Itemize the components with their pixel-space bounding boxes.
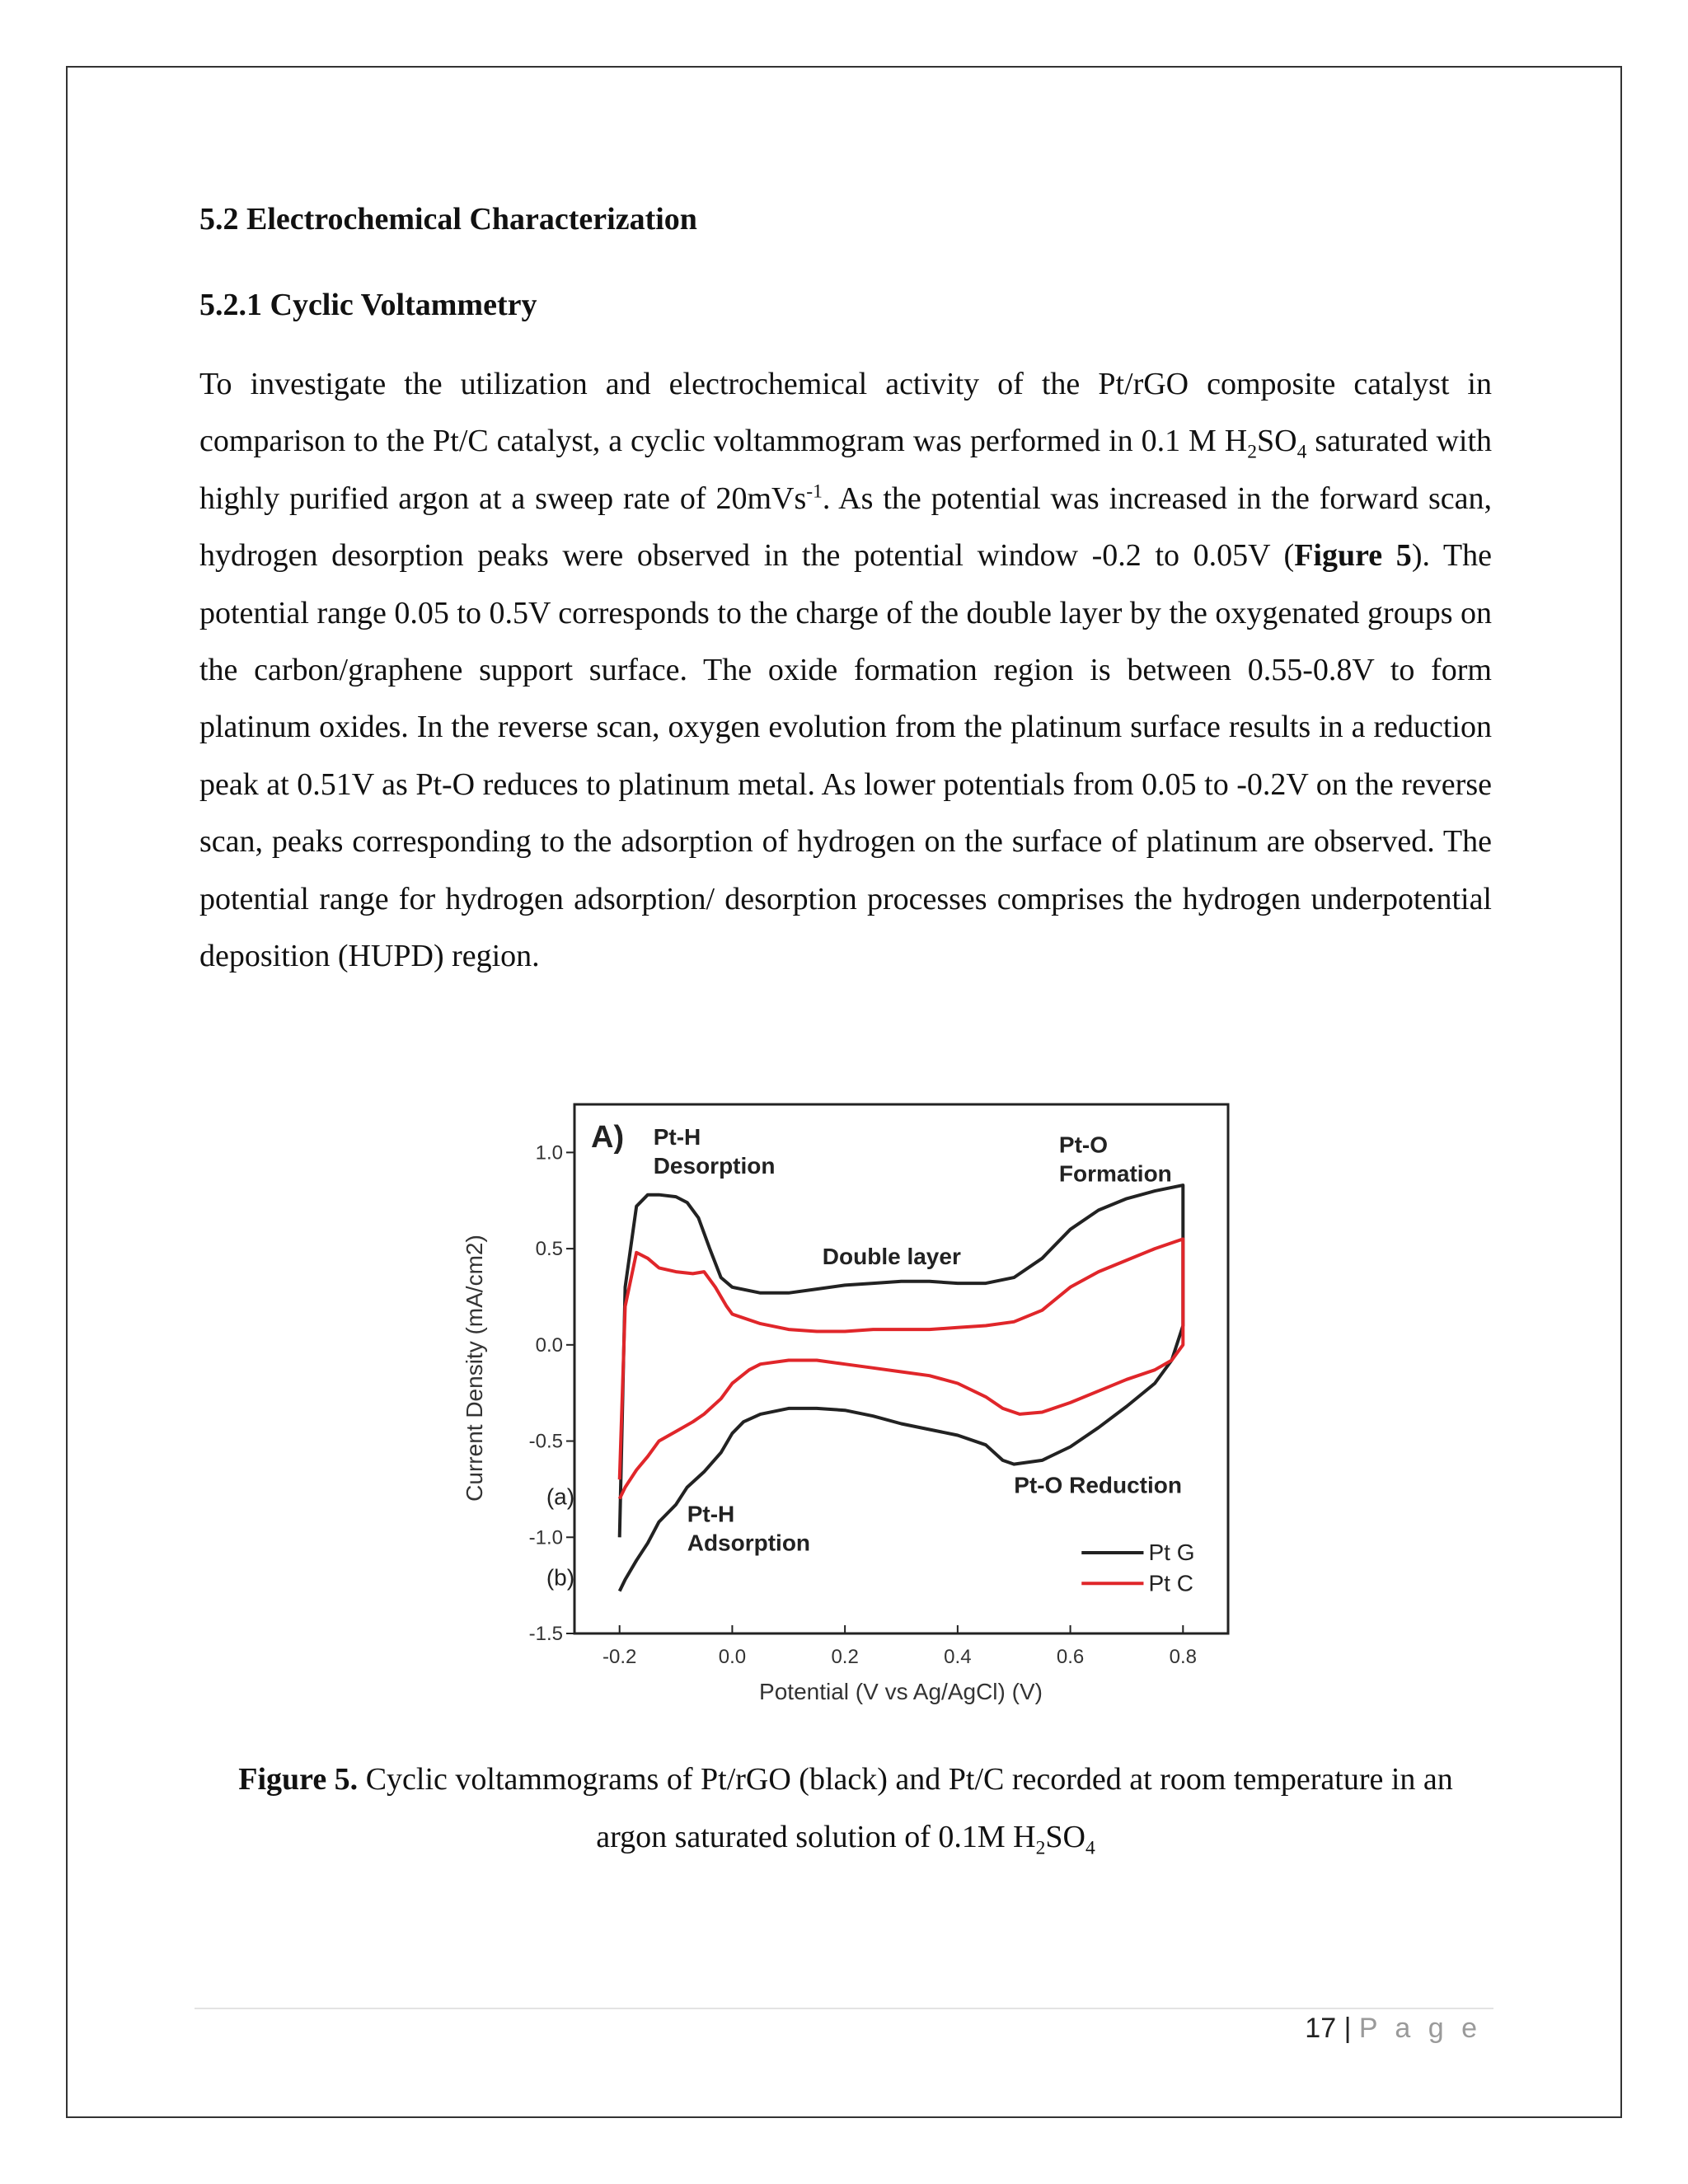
footer-divider [195, 2008, 1493, 2009]
chart-annotation: Pt-O Reduction [1014, 1472, 1182, 1498]
y-axis-label: Current Density (mA/cm2) [462, 1235, 487, 1502]
cyclic-voltammogram-figure [449, 1071, 1282, 1710]
panel-label: A) [591, 1120, 625, 1155]
y-tick-label: -0.5 [528, 1430, 563, 1453]
x-tick-label: 0.4 [944, 1646, 972, 1668]
y-tick-label: 0.5 [535, 1238, 563, 1261]
chart-annotation: Desorption [653, 1153, 776, 1179]
chart-annotation: Formation [1058, 1160, 1172, 1187]
page-footer [1305, 2013, 1482, 2045]
chart-annotation: Pt-H [653, 1124, 701, 1151]
chart-annotation: Double layer [822, 1243, 961, 1269]
y-tick-label: 1.0 [535, 1141, 563, 1165]
x-tick-label: 0.0 [718, 1646, 747, 1668]
chart-annotation: Pt-H [687, 1501, 735, 1527]
footer-separator: | [1343, 2013, 1352, 2044]
subsection-heading: 5.2.1 Cyclic Voltammetry [199, 288, 537, 322]
y-tick-label: -1.0 [528, 1526, 563, 1549]
figure-caption: Figure 5. Cyclic voltammograms of Pt/rGO (black) and Pt/C recorded at room temperature in an argon saturated solution of 0.1M $H_2SO_4$ [238, 1762, 1453, 1859]
x-tick-label: 0.6 [1056, 1646, 1085, 1668]
x-tick-label: -0.2 [603, 1646, 637, 1668]
figure-reference: Figure 5 [1294, 538, 1412, 574]
x-tick-label: 0.8 [1169, 1646, 1197, 1668]
cv-chart [449, 1071, 1282, 1710]
chart-annotation: (a) [546, 1483, 575, 1510]
x-axis-label: Potential (V vs Ag/AgCl) (V) [759, 1679, 1043, 1704]
body-paragraph: To investigate the utilization and electrochemical activity of the Pt/rGO composite catalyst in comparison to the Pt/C catalyst, a cyclic voltammogram was performed in 0.1 M $H_2SO_4$ saturated with highly purified argon at a sweep rate of 20mVs$^{-1}$. As the potential was increased in the forward scan, hydrogen desorption peaks were observed in the potential window -0.2 to 0.05V (Figure 5). The potential range 0.05 to 0.5V corresponds to the charge of the double layer by the oxygenated groups on the carbon/graphene support surface. The oxide formation region is between 0.55-0.8V to form platinum oxides. In the reverse scan, oxygen evolution from the platinum surface results in a reduction peak at 0.51V as Pt-O reduces to platinum metal. As lower potentials from 0.05 to -0.2V on the reverse scan, peaks corresponding to the adsorption of hydrogen on the surface of platinum are observed. The potential range for hydrogen adsorption/ desorption processes comprises the hydrogen underpotential deposition (HUPD) region. [199, 367, 1493, 974]
section-heading: 5.2 Electrochemical Characterization [199, 202, 697, 237]
page-word: P a g e [1358, 2013, 1482, 2044]
legend-label: Pt C [1148, 1570, 1193, 1596]
page-number: 17 [1305, 2013, 1337, 2044]
y-tick-label: -1.5 [528, 1623, 563, 1645]
caption-label: Figure 5. [238, 1762, 359, 1797]
chart-annotation: Adsorption [687, 1530, 811, 1556]
chart-annotation: Pt-O [1058, 1132, 1109, 1158]
y-tick-label: 0.0 [535, 1333, 563, 1357]
legend-label: Pt G [1148, 1539, 1195, 1565]
chart-annotation: (b) [546, 1564, 575, 1591]
x-tick-label: 0.2 [831, 1646, 859, 1668]
